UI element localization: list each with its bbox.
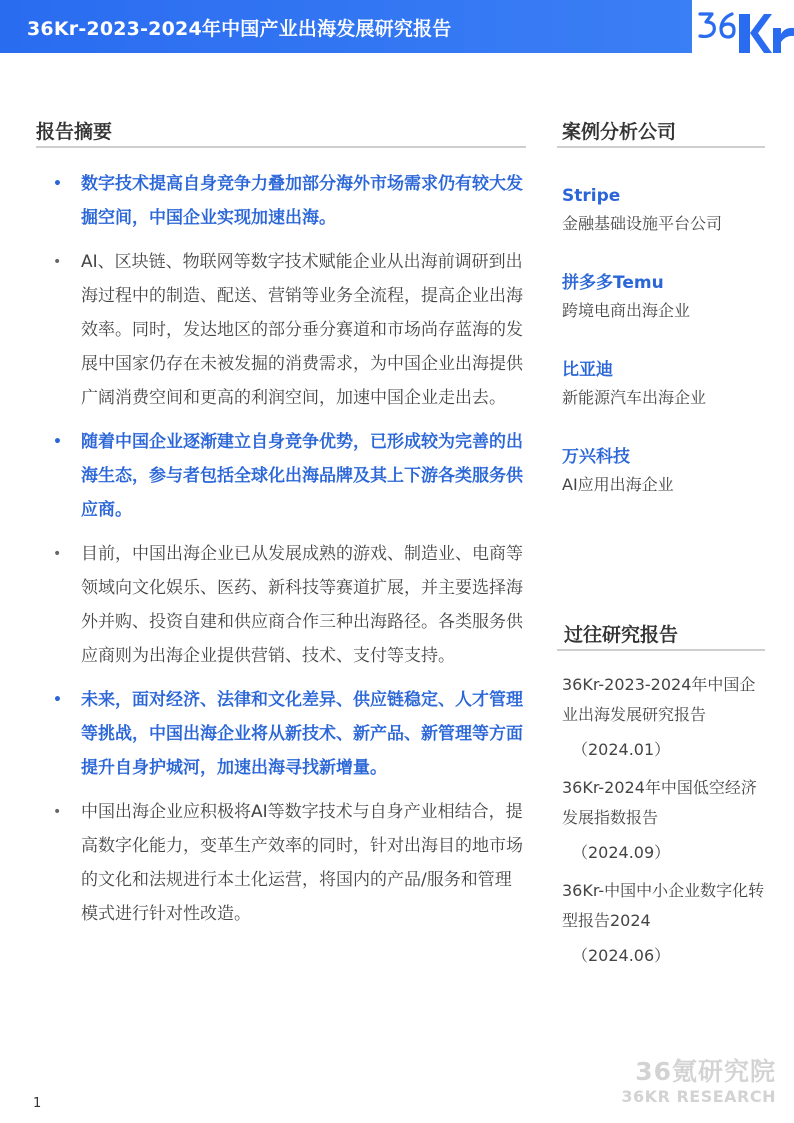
case-item <box>562 269 762 356</box>
summary-bullet <box>36 167 526 235</box>
summary-bullet <box>36 683 526 785</box>
case-company-desc: 新能源汽车出海企业 <box>562 388 707 407</box>
cases-heading: 案例分析公司 <box>562 121 677 143</box>
past-reports-heading: 过往研究报告 <box>564 624 679 646</box>
case-company-desc: 跨境电商出海企业 <box>562 301 691 320</box>
past-report-title[interactable]: 36Kr-2024年中国低空经济发展指数报告 <box>562 778 757 827</box>
header-bar <box>0 0 700 53</box>
past-report-title[interactable]: 36Kr-中国中小企业数字化转型报告2024 <box>562 881 765 930</box>
bullet-dot: • <box>53 254 62 270</box>
summary-bullet-text: AI、区块链、物联网等数字技术赋能企业从出海前调研到出海过程中的制造、配送、营销等业务全流程，提高企业出海效率。同时，发达地区的部分垂分赛道和市场尚存蓝海的发展中国家仍存在未被发掘的消费需求，为中国企业出海提供广阔消费空间和更高的利润空间，加速中国企业走出去。 <box>81 252 523 408</box>
case-item <box>562 182 762 269</box>
case-company-name: Stripe <box>562 186 621 206</box>
summary-bullet-text: 数字技术提高自身竞争力叠加部分海外市场需求仍有较大发掘空间，中国企业实现加速出海。 <box>81 174 523 228</box>
summary-bullet-text: 中国出海企业应积极将AI等数字技术与自身产业相结合，提高数字化能力，变革生产效率的同时，针对出海目的地市场的文化和法规进行本土化运营，将国内的产品/服务和管理模式进行针对性改造。 <box>81 802 523 924</box>
page-number: 1 <box>33 1096 42 1111</box>
watermark-cn: 36氪研究院 <box>635 1057 776 1086</box>
case-company-desc: AI应用出海企业 <box>562 475 674 494</box>
case-company-name: 万兴科技 <box>562 447 630 467</box>
case-list <box>562 182 762 530</box>
watermark-en: 36KR RESEARCH <box>621 1087 776 1106</box>
case-company-name: 比亚迪 <box>562 360 613 380</box>
summary-heading: 报告摘要 <box>36 121 113 143</box>
past-report-date: （2024.06） <box>572 946 671 965</box>
watermark <box>621 1057 776 1107</box>
summary-divider <box>36 146 526 148</box>
summary-bullet-text: 随着中国企业逐渐建立自身竞争优势，已形成较为完善的出海生态，参与者包括全球化出海品牌及其上下游各类服务供应商。 <box>81 432 523 520</box>
bullet-dot: • <box>53 434 62 450</box>
bullet-dot: • <box>53 546 62 562</box>
past-report-item[interactable] <box>562 670 767 765</box>
cases-divider <box>557 146 765 148</box>
summary-bullet <box>36 537 526 673</box>
bullet-dot: • <box>53 804 62 820</box>
past-report-item[interactable] <box>562 876 767 971</box>
summary-bullet <box>36 795 526 931</box>
case-company-name: 拼多多Temu <box>562 273 664 293</box>
bullet-dot: • <box>53 692 62 708</box>
past-report-date: （2024.01） <box>572 740 671 759</box>
summary-bullet-text: 目前，中国出海企业已从发展成熟的游戏、制造业、电商等领域向文化娱乐、医药、新科技等赛道扩展，并主要选择海外并购、投资自建和供应商合作三种出海路径。各类服务供应商则为出海企业提供营销、技术、支付等支持。 <box>81 544 523 666</box>
past-report-title[interactable]: 36Kr-2023-2024年中国企业出海发展研究报告 <box>562 675 756 724</box>
summary-bullet <box>36 245 526 415</box>
report-title: 36Kr-2023-2024年中国产业出海发展研究报告 <box>27 18 452 40</box>
case-item <box>562 443 762 530</box>
past-report-list <box>562 670 767 979</box>
past-report-date: （2024.09） <box>572 843 671 862</box>
case-item <box>562 356 762 443</box>
summary-bullet-list <box>36 167 526 941</box>
case-company-desc: 金融基础设施平台公司 <box>562 214 723 233</box>
bullet-dot: • <box>53 176 62 192</box>
past-reports-divider <box>557 649 765 651</box>
past-report-item[interactable] <box>562 773 767 868</box>
summary-bullet <box>36 425 526 527</box>
36kr-logo <box>692 0 794 53</box>
summary-bullet-text: 未来，面对经济、法律和文化差异、供应链稳定、人才管理等挑战，中国出海企业将从新技术、新产品、新管理等方面提升自身护城河，加速出海寻找新增量。 <box>81 690 523 778</box>
